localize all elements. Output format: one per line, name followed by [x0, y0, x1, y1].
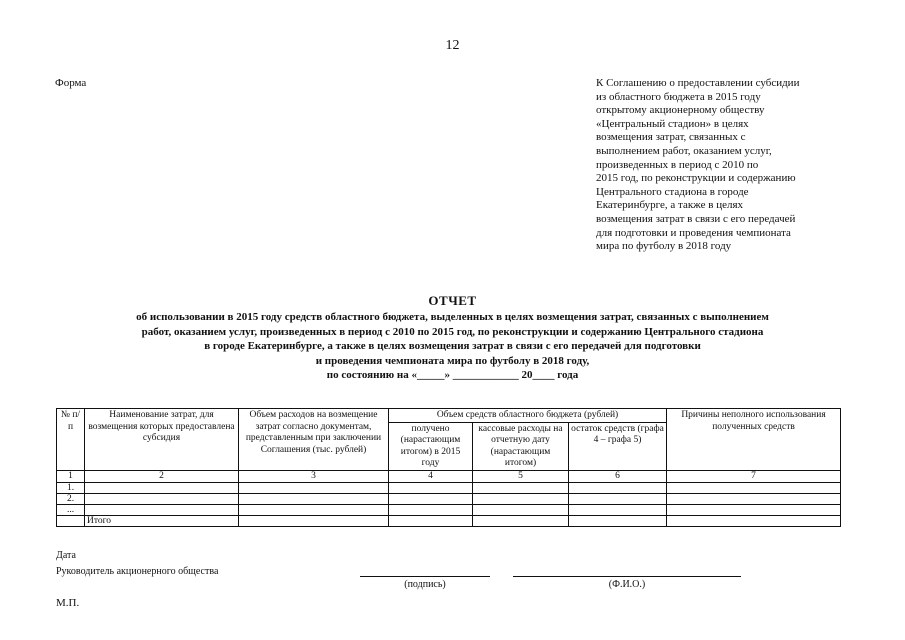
table-cell: [569, 493, 667, 504]
table-cell: [85, 504, 239, 515]
column-number: 4: [389, 470, 473, 482]
column-number: 5: [473, 470, 569, 482]
annex-line: 2015 год, по реконструкции и содержанию: [596, 172, 796, 185]
table-cell: [569, 504, 667, 515]
fio-caption: (Ф.И.О.): [608, 579, 646, 590]
annex-line: К Соглашению о предоставлении субсидии: [596, 77, 800, 89]
total-row: [57, 515, 841, 526]
header-budget-group: Объем средств областного бюджета (рублей): [389, 409, 667, 423]
header-name: Наименование затрат, для возмещения которых предоставлена субсидия: [85, 409, 239, 471]
table-cell: [389, 504, 473, 515]
column-number: 2: [85, 470, 239, 482]
table-cell: [389, 493, 473, 504]
table-cell: [473, 493, 569, 504]
report-table: [56, 408, 841, 527]
header-reasons: Причины неполного использования полученных средств: [667, 409, 841, 471]
table-cell: [667, 493, 841, 504]
subtitle-line: и проведения чемпионата мира по футболу в 2018 году,: [315, 354, 590, 367]
table-cell: [667, 515, 841, 526]
header-volume: Объем расходов на возмещение затрат согласно документам, представленным при заключении Соглашения (тыс. рублей): [239, 409, 389, 471]
report-date-line: по состоянию на «_____» ____________ 20____ года: [326, 369, 579, 381]
total-label: Итого: [85, 515, 239, 526]
signature-caption: (подпись): [404, 579, 446, 590]
annex-line: Екатеринбурге, а также в целях: [596, 199, 744, 212]
header-received: получено (нарастающим итогом) в 2015 году: [389, 422, 473, 470]
table-cell: [473, 515, 569, 526]
annex-line: Центрального стадиона в городе: [596, 185, 749, 198]
annex-line: открытому акционерному обществу: [596, 104, 765, 117]
annex-line: произведенных в период с 2010 по: [596, 158, 759, 171]
row-number: 1.: [57, 482, 85, 493]
table-cell: [85, 493, 239, 504]
column-number: 7: [667, 470, 841, 482]
table-cell: [389, 515, 473, 526]
table-cell: [667, 482, 841, 493]
subtitle-line: об использовании в 2015 году средств областного бюджета, выделенных в целях возмещения затрат, связанных с выполнением: [136, 311, 769, 323]
table-row: [57, 504, 841, 515]
table-cell: [239, 504, 389, 515]
header-num: № п/п: [57, 409, 85, 471]
form-label: Форма: [55, 77, 87, 89]
column-number-row: [57, 470, 841, 482]
column-number: 3: [239, 470, 389, 482]
table-cell: [473, 482, 569, 493]
page-number: 12: [445, 38, 460, 53]
annex-line: мира по футболу в 2018 году: [596, 240, 732, 253]
table-cell: [57, 515, 85, 526]
annex-line: из областного бюджета в 2015 году: [596, 90, 761, 103]
date-label: Дата: [56, 550, 76, 561]
row-number: ...: [57, 504, 85, 515]
subtitle-line: работ, оказанием услуг, произведенных в период с 2010 по 2015 год, по реконструкции и содержанию Центрального стадиона: [141, 325, 764, 338]
report-title: ОТЧЕТ: [428, 293, 477, 308]
table-header-row: [57, 409, 841, 423]
table-row: [57, 482, 841, 493]
table-cell: [239, 493, 389, 504]
annex-line: «Центральный стадион» в целях: [596, 117, 749, 130]
annex-line: выполнением работ, оказанием услуг,: [596, 144, 772, 157]
stamp-label: М.П.: [56, 597, 80, 609]
table-cell: [667, 504, 841, 515]
table-cell: [85, 482, 239, 493]
fio-line: [513, 576, 741, 577]
table-row: [57, 493, 841, 504]
annex-line: возмещения затрат, связанных с: [596, 131, 746, 144]
head-label: Руководитель акционерного общества: [56, 566, 219, 577]
column-number: 6: [569, 470, 667, 482]
subtitle-line: в городе Екатеринбурге, а также в целях возмещения затрат в связи с его передачей для подготовки: [204, 340, 701, 352]
table-cell: [239, 515, 389, 526]
table-cell: [569, 482, 667, 493]
column-number: 1: [57, 470, 85, 482]
header-cash: кассовые расходы на отчетную дату (нарастающим итогом): [473, 422, 569, 470]
annex-line: для подготовки и проведения чемпионата: [596, 226, 791, 239]
annex-note: [596, 77, 846, 254]
table-cell: [569, 515, 667, 526]
signature-line: [360, 576, 490, 577]
row-number: 2.: [57, 493, 85, 504]
table-cell: [239, 482, 389, 493]
table-cell: [473, 504, 569, 515]
table-cell: [389, 482, 473, 493]
report-subtitle: [30, 310, 875, 383]
annex-line: возмещения затрат в связи с его передачей: [596, 212, 796, 225]
header-remainder: остаток средств (графа 4 – графа 5): [569, 422, 667, 470]
